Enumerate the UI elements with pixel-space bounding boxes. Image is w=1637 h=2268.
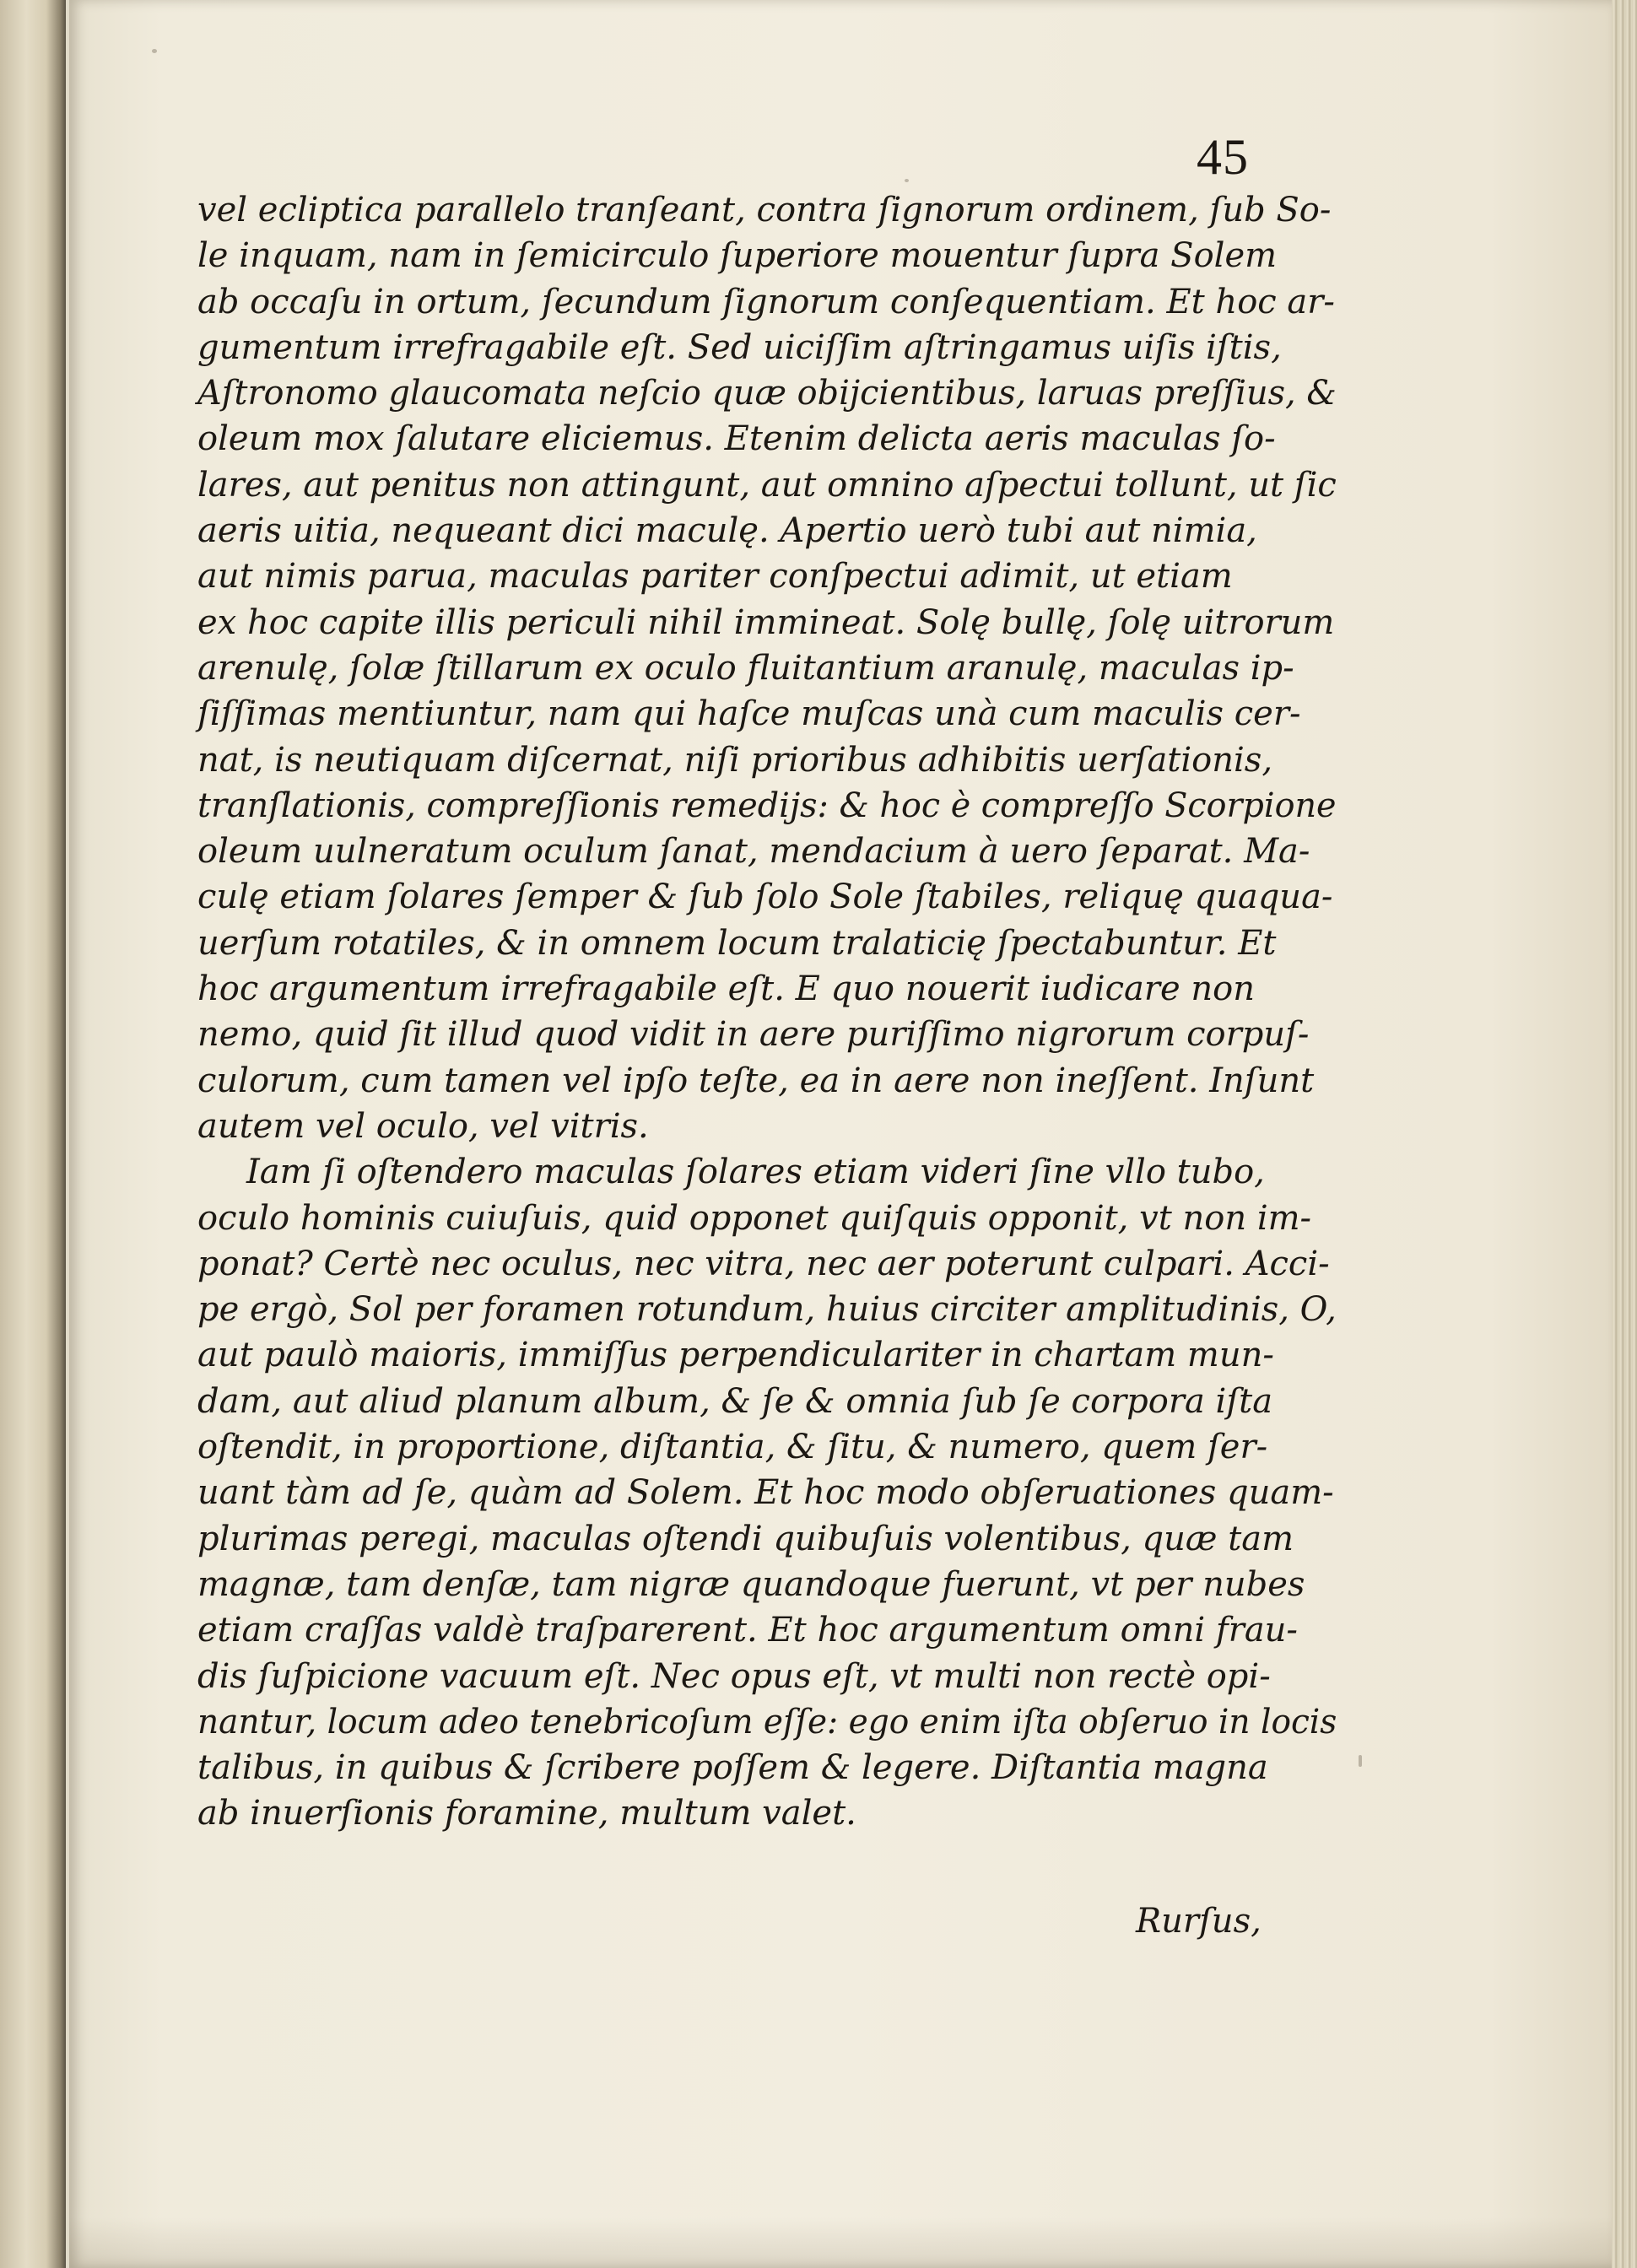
text-line: tranſlationis, compreſſionis remedijs: & hoc è compreſſo Scorpione [197, 786, 1337, 825]
text-line: magnæ, tam denſæ, tam nigræ quandoque fuerunt, vt per nubes [197, 1564, 1305, 1604]
ink-speck [152, 49, 157, 53]
text-line: oleum mox ſalutare eliciemus. Etenim delicta aeris maculas ſo- [197, 419, 1276, 459]
book-binding-edge [0, 0, 66, 2268]
text-line: hoc argumentum irrefragabile eſt. E quo nouerit iudicare non [197, 969, 1256, 1009]
text-line: uerſum rotatiles, & in omnem locum tralaticię ſpectabuntur. Et [197, 923, 1277, 963]
text-line: aeris uitia, nequeant dici maculę. Apertio uerò tubi aut nimia, [197, 511, 1257, 551]
text-line: le inquam, nam in ſemicirculo ſuperiore mouentur ſupra Solem [197, 236, 1278, 276]
text-line: pe ergò, Sol per foramen rotundum, huius circiter amplitudinis, O, [197, 1290, 1337, 1330]
text-line: dis ſuſpicione vacuum eſt. Nec opus eſt, vt multi non rectè opi- [197, 1656, 1271, 1696]
text-line: talibus, in quibus & ſcribere poſſem & legere. Diſtantia magna [197, 1748, 1268, 1788]
text-line: oleum uulneratum oculum ſanat, mendacium à uero ſeparat. Ma- [197, 832, 1310, 872]
text-line: nemo, quid ſit illud quod vidit in aere puriſſimo nigrorum corpuſ- [197, 1015, 1310, 1055]
text-line: etiam craſſas valdè traſparerent. Et hoc argumentum omni frau- [197, 1611, 1298, 1650]
text-line: gumentum irrefragabile eſt. Sed uiciſſim aſtringamus uiſis iſtis, [197, 327, 1282, 367]
ink-speck [1359, 1755, 1362, 1767]
text-line: culę etiam ſolares ſemper & ſub ſolo Sole ſtabiles, reliquę quaqua- [197, 878, 1333, 917]
text-line: ſiſſimas mentiuntur, nam qui haſce muſcas unà cum maculis cer- [197, 694, 1301, 734]
text-line: nat, is neutiquam diſcernat, niſi prioribus adhibitis uerſationis, [197, 740, 1273, 780]
text-line: aut nimis parua, maculas pariter conſpectui adimit, ut etiam [197, 557, 1233, 597]
text-line: ab inuerſionis foramine, multum valet. [197, 1794, 856, 1833]
text-line: ponat? Certè nec oculus, nec vitra, nec aer poterunt culpari. Acci- [197, 1244, 1330, 1283]
ink-speck [905, 179, 909, 182]
text-line: nantur, locum adeo tenebricoſum eſſe: ego enim iſta obſeruo in locis [197, 1702, 1337, 1742]
text-line: lares, aut penitus non attingunt, aut omnino aſpectui tollunt, ut ſic [197, 465, 1337, 505]
catchword: Rurſus, [1136, 1902, 1262, 1941]
text-line: uant tàm ad ſe, quàm ad Solem. Et hoc modo obſeruationes quam- [197, 1473, 1334, 1513]
page-number: 45 [1197, 129, 1249, 185]
text-line: ex hoc capite illis periculi nihil immineat. Solę bullę, ſolę uitrorum [197, 602, 1335, 642]
text-line: plurimas peregi, maculas oſtendi quibuſuis volentibus, quæ tam [197, 1519, 1294, 1558]
text-line: autem vel oculo, vel vitris. [197, 1106, 649, 1146]
text-line: oculo hominis cuiuſuis, quid opponet quiſquis opponit, vt non im- [197, 1198, 1312, 1238]
text-line: dam, aut aliud planum album, & ſe & omnia ſub ſe corpora iſta [197, 1381, 1273, 1421]
page-stack-edge [1612, 0, 1637, 2268]
text-line: ab occaſu in ortum, ſecundum ſignorum conſequentiam. Et hoc ar- [197, 282, 1335, 321]
text-line: vel ecliptica parallelo tranſeant, contra ſignorum ordinem, ſub So- [197, 191, 1332, 230]
text-line: aut paulò maioris, immiſſus perpendiculariter in chartam mun- [197, 1336, 1274, 1375]
text-line: arenulę, ſolæ ſtillarum ex oculo fluitantium aranulę, maculas ip- [197, 648, 1294, 688]
text-line: oſtendit, in proportione, diſtantia, & ſitu, & numero, quem ſer- [197, 1428, 1268, 1467]
text-line: culorum, cum tamen vel ipſo teſte, ea in aere non ineſſent. Inſunt [197, 1061, 1315, 1100]
page-bottom-shadow [69, 2217, 1612, 2268]
body-text [197, 187, 1337, 1837]
paragraph-start-line: Iam ſi oſtendero maculas ſolares etiam videri ſine vllo tubo, [246, 1153, 1265, 1192]
text-line: Aſtronomo glaucomata neſcio quæ obijcientibus, laruas preſſius, & [197, 374, 1337, 413]
